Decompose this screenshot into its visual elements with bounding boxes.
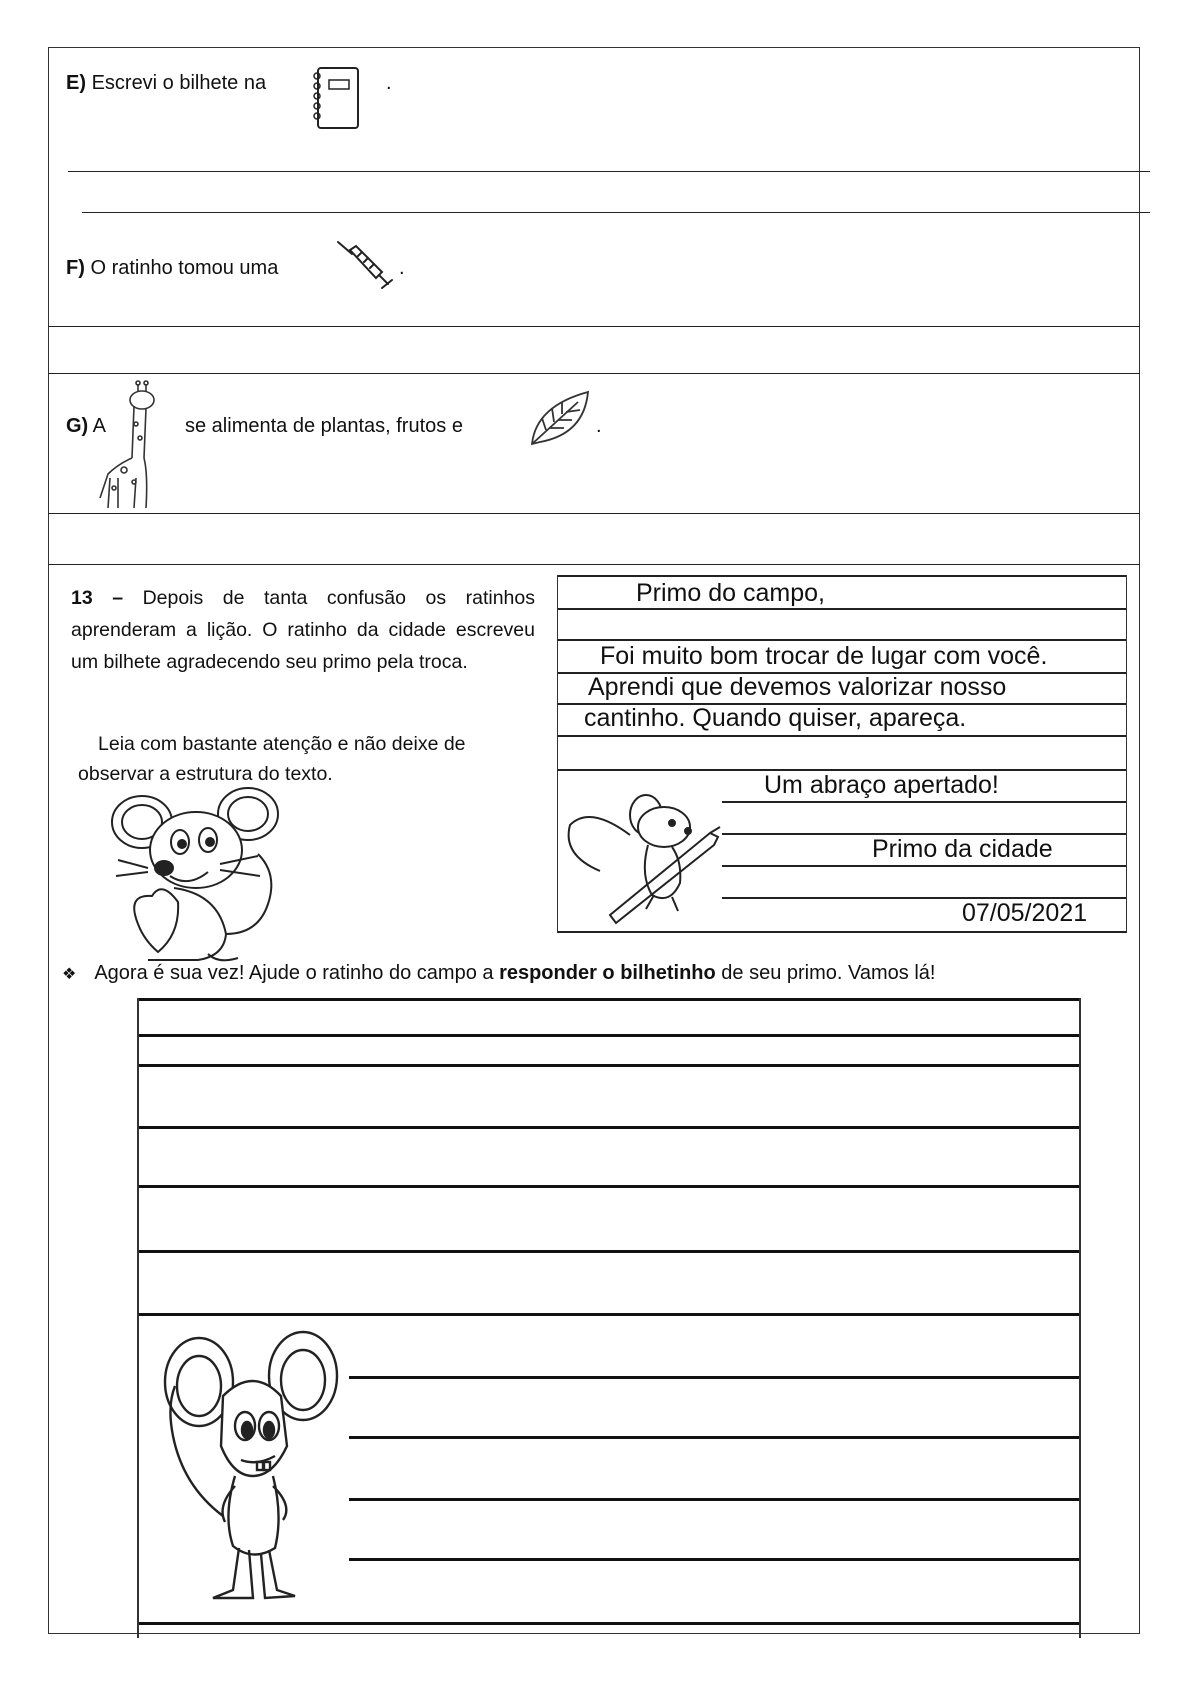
- question-g-text-b: se alimenta de plantas, frutos e: [185, 415, 463, 437]
- task-text-bold: responder o bilhetinho: [499, 962, 716, 984]
- answer-line-g1[interactable]: [48, 513, 1140, 514]
- question-f: [66, 257, 278, 280]
- question-f-label: F): [66, 257, 85, 279]
- letter-box: [557, 575, 1127, 933]
- question-g-label: G): [66, 415, 89, 437]
- letter-rule: [558, 735, 1126, 737]
- answer-line-f1[interactable]: [48, 326, 1140, 327]
- writing-line[interactable]: [139, 1034, 1079, 1037]
- mouse-standing-illustration: [153, 1326, 353, 1612]
- leaf-icon: [526, 388, 596, 450]
- writing-line[interactable]: [139, 1185, 1079, 1188]
- question-e: [66, 72, 266, 95]
- letter-line-2: Aprendi que devemos valorizar nosso: [588, 673, 1007, 701]
- answer-line-g2[interactable]: [48, 564, 1140, 565]
- letter-rule: [558, 575, 1126, 577]
- question-13-body: Depois de tanta confusão os ratinhos aprenderam a lição. O ratinho da cidade escreveu um bilhete agradecendo seu primo pela troca.: [71, 587, 535, 673]
- letter-rule: [558, 639, 1126, 641]
- bullet-icon: ❖: [62, 966, 77, 983]
- mouse-pencil-illustration: [560, 775, 722, 925]
- letter-date: 07/05/2021: [962, 899, 1088, 927]
- writing-line[interactable]: [139, 998, 1079, 1001]
- reply-writing-box: [137, 998, 1081, 1638]
- writing-line[interactable]: [139, 1250, 1079, 1253]
- letter-line-1: Foi muito bom trocar de lugar com você.: [600, 642, 1048, 670]
- writing-line[interactable]: [349, 1498, 1079, 1501]
- letter-rule: [558, 931, 1126, 933]
- writing-line[interactable]: [349, 1558, 1079, 1561]
- mouse-heart-illustration: [108, 784, 308, 964]
- answer-line-e2[interactable]: [82, 212, 1150, 213]
- question-f-end: .: [399, 257, 405, 279]
- letter-rule: [722, 801, 1126, 803]
- writing-line[interactable]: [139, 1064, 1079, 1067]
- letter-rule: [722, 865, 1126, 867]
- question-g-end: .: [596, 415, 602, 437]
- task-text-after: de seu primo. Vamos lá!: [721, 962, 936, 984]
- writing-line[interactable]: [349, 1376, 1079, 1379]
- letter-closing: Um abraço apertado!: [764, 771, 999, 799]
- notebook-icon: [302, 60, 382, 140]
- task-instruction: [62, 962, 935, 985]
- letter-greeting: Primo do campo,: [636, 579, 825, 607]
- letter-line-3: cantinho. Quando quiser, apareça.: [584, 704, 967, 732]
- question-13-instruction: Leia com bastante atenção e não deixe de observar a estrutura do texto.: [78, 733, 466, 785]
- letter-rule: [558, 608, 1126, 610]
- question-13-text: [71, 582, 535, 678]
- question-e-end: .: [386, 72, 392, 94]
- answer-line-f2[interactable]: [48, 373, 1140, 374]
- writing-line[interactable]: [139, 1622, 1079, 1625]
- question-e-text: Escrevi o bilhete na: [91, 72, 267, 94]
- question-13-number: 13 –: [71, 587, 124, 609]
- syringe-icon: [334, 238, 400, 300]
- question-f-text: O ratinho tomou uma: [90, 257, 279, 279]
- task-text-before: Agora é sua vez! Ajude o ratinho do campo a: [94, 962, 494, 984]
- writing-line[interactable]: [139, 1313, 1079, 1316]
- question-g-text-a: A: [92, 415, 107, 437]
- writing-line[interactable]: [139, 1126, 1079, 1129]
- giraffe-icon: [88, 378, 160, 512]
- writing-line[interactable]: [349, 1436, 1079, 1439]
- question-e-label: E): [66, 72, 86, 94]
- letter-signature: Primo da cidade: [872, 835, 1053, 863]
- answer-line-e1[interactable]: [68, 171, 1150, 172]
